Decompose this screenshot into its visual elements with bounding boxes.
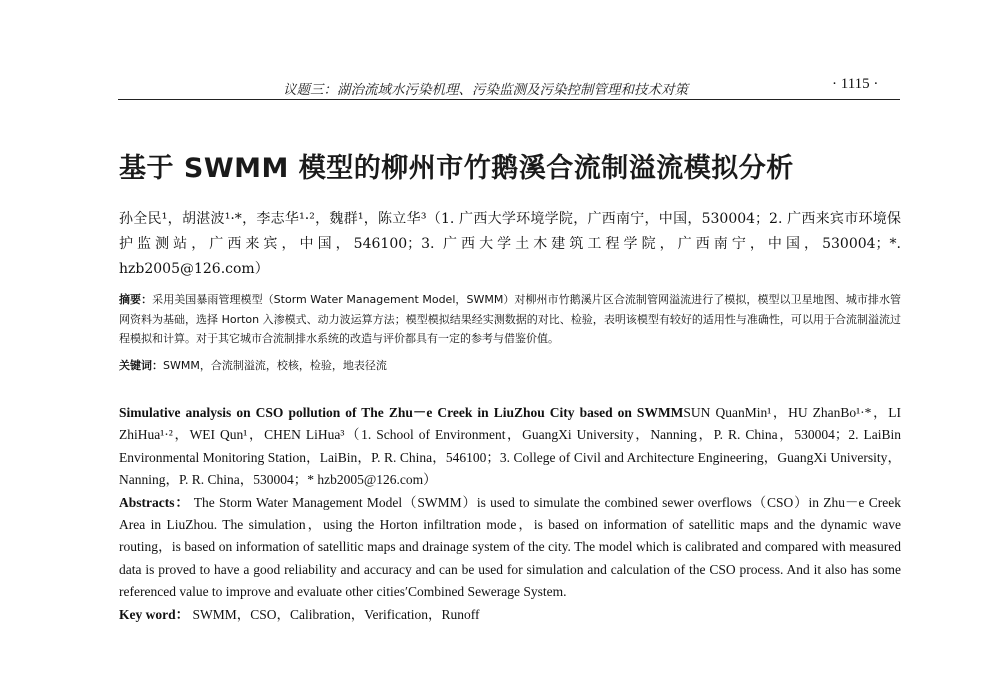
abstract-label-cn: 摘要： — [119, 293, 153, 306]
page-number: · 1115 · — [832, 76, 879, 92]
english-title: Simulative analysis on CSO pollution of The Zhu－e Creek in LiuZhou City based on SWMM — [119, 405, 684, 420]
abstract-chinese — [119, 290, 901, 349]
english-abstract-label: Abstracts： — [119, 494, 190, 510]
keywords-chinese — [119, 356, 901, 376]
header-rule — [118, 99, 900, 100]
abstract-text-cn: 采用美国暴雨管理模型（Storm Water Management Model，SWMM）对柳州市竹鹅溪片区合流制管网溢流进行了模拟，模型以卫星地图、城市排水管网资料为基础，选择 Horton 入渗模式、动力波运算方法；模型模拟结果经实测数据的对比、检验，表明该模型有较好的适用性与准确性，可以用于合流制溢流过程模拟和计算。对于其它城市合流制排水系统的改造与评价都具有一定的参考与借鉴价值。 — [119, 293, 902, 345]
authors-chinese: 孙全民¹，胡湛波¹·*，李志华¹·²，魏群¹，陈立华³（1. 广西大学环境学院，广西南宁，中国，530004；2. 广西来宾市环境保护监测站，广西来宾，中国，546100；3. 广西大学土木建筑工程学院，广西南宁，中国，530004；*. hzb2005@126.com） — [119, 211, 901, 277]
english-authors: SUN QuanMin¹，HU ZhanBo¹·*，LI ZhiHua¹·²，WEI Qun¹，CHEN LiHua³（1. School of Environment，GuangXi University，Nanning，P. R. China，530004；2. LaiBin Environmental Monitoring Station，LaiBin，P. R. China，546100；3. College of Civil and Architecture Engineering，GuangXi University，Nanning，P. R. China，530004；* hzb2005@126.com） — [119, 405, 901, 488]
english-abstract-text: The Storm Water Management Model（SWMM）is used to simulate the combined sewer overflows（CSO）in Zhu－e Creek Area in LiuZhou. The simulation，using the Horton infiltration mode，is based on information of satellitic maps and the dynamic wave routing，is based on information of satellitic maps and drainage system of the city. The model which is calibrated and compared with measured data is proved to have a good reliability and accuracy and can be used for simulation and calculation of the CSO process. And it also has some referenced value to improve and evaluate other cities′Combined Sewerage System. — [119, 494, 902, 600]
paper-title: 基于 SWMM 模型的柳州市竹鹅溪合流制溢流模拟分析 — [119, 153, 794, 184]
keywords-text-cn: SWMM，合流制溢流，校核，检验，地表径流 — [163, 359, 387, 372]
keywords-label-cn: 关键词： — [119, 359, 163, 372]
english-keyword-label: Key word： — [119, 606, 190, 622]
english-keyword-text: SWMM，CSO，Calibration，Verification，Runoff — [192, 606, 480, 622]
running-header: 议题三：湖治流域水污染机理、污染监测及污染控制管理和技术对策 — [283, 82, 688, 98]
english-section — [119, 402, 901, 626]
